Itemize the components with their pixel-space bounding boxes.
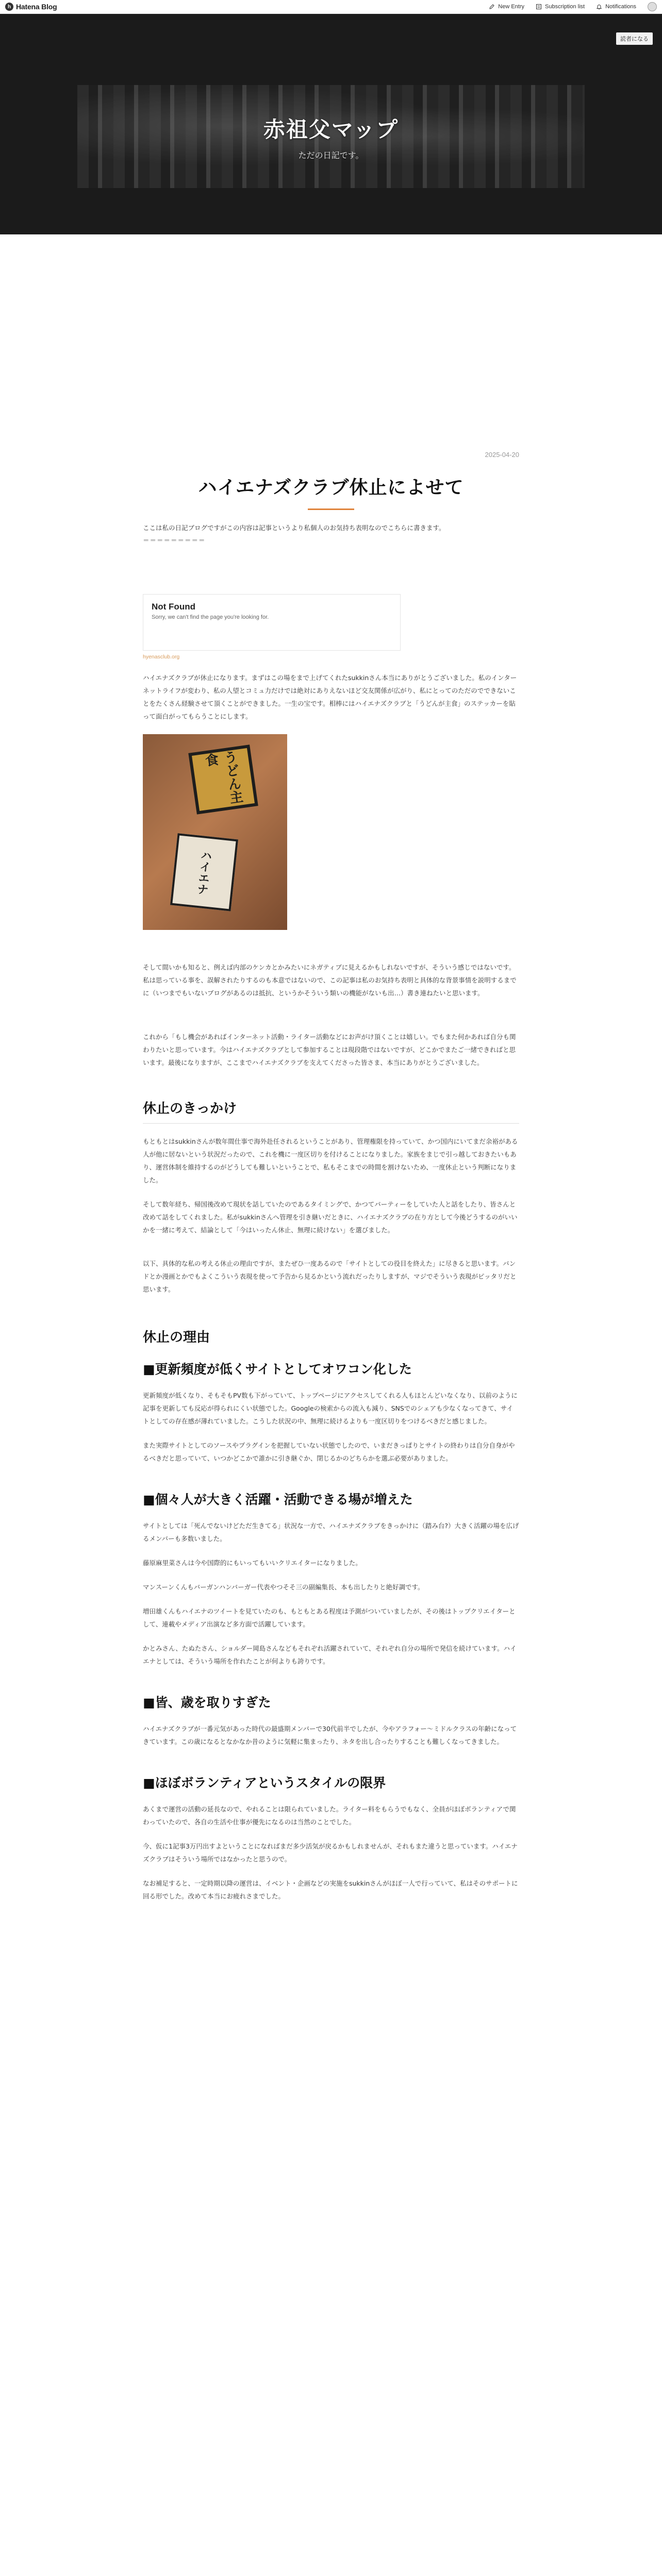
subscription-label: Subscription list	[545, 4, 585, 10]
embed-message: Sorry, we can't find the page you're looking for.	[152, 614, 269, 620]
section-heading-trigger: 休止のきっかけ	[143, 1098, 519, 1124]
rule-text: ＝＝＝＝＝＝＝＝＝	[143, 536, 206, 544]
paragraph-6: 以下、具体的な私の考える休止の理由ですが、またぜひ一度あるので「サイトとしての役目を終えた」に尽きると思います。バンドとか漫画とかでもよくこういう表現を使って予告から見るかという流れだったりしますが、マジでそういう表現がピッタリだと思います。	[143, 1260, 517, 1293]
paragraph-2: そして間いかも知ると、例えば内部のケンカとかみたいにネガティブに見えるかもしれないですが、そういう感じではないです。私は思っている事を、誤解されたりするのも本意ではないので、この記事は私のお気持ち表明と具体的な背景事情を説明するまでに（いつまでもいないブログがあるのは抵抗、というかそういう類いの機能がないも出…）書き連ねたいと思います。	[143, 963, 517, 997]
subscribe-reader-button[interactable]: 読者になる	[616, 32, 653, 45]
new-entry-label: New Entry	[498, 4, 525, 10]
subscription-link[interactable]	[536, 4, 585, 10]
entry-title[interactable]: ハイエナズクラブ休止によせて	[198, 477, 464, 498]
paragraph-8: また実際サイトとしてのソースやプラグインを把握していない状態でしたので、いまだきっぱりとサイトの終わりは自分自身がやるべきだと思っていて、いつかどこかで誰かに引き継ぐか、閉じるかのどちらかを選ぶ必要がありました。	[143, 1442, 515, 1462]
article	[143, 234, 519, 1903]
title-underline	[308, 509, 354, 510]
paragraph-5: そして数年経ち、帰国後改めて現状を話していたのであるタイミングで、かつてパーティーをしていた人と話をしたり、皆さんと改めて話をしてくれました。私がsukkinさんへ管理を引き継いだときに、ハイエナズクラブの在り方として今後どうするのがいいかを一緒に考えて、結論として「今はいったん休止、無理に続けない」を選びました。	[143, 1200, 518, 1234]
embed-link[interactable]: hyenasclub.org	[143, 654, 180, 660]
hatena-logo-icon: h	[5, 3, 13, 11]
bell-icon	[596, 4, 602, 10]
sticker-hyena-text: ハイエナ	[194, 849, 213, 896]
hatena-topbar	[0, 0, 662, 14]
paragraph-17: なお補足すると、一定時期以降の運営は、イベント・企画などの実施をsukkinさんがほぼ一人で行っていて、私はそのサポートに回る形でした。改めて本当にお疲れさまでした。	[143, 1879, 518, 1900]
paragraph-15: あくまで運営の活動の延長なので、やれることは限られていました。ライター料をもらうでもなく、全員がほぼボランティアで関わっていたので、各自の生活や仕事が優先になるのは当然のことでした。	[143, 1805, 516, 1826]
paragraph-13: かとみさん、たぬたさん、ショルダー岡島さんなどもそれぞれ活躍されていて、それぞれ自分の場所で発信を続けています。ハイエナとしては、そういう場所を作れたことが何よりも誇りです。	[143, 1645, 517, 1665]
header-image	[77, 85, 585, 188]
paragraph-11: マンスーンくんもバーガンハンバーガー代表やつそそ三の副編集長、本も出したりと絶好調です。	[143, 1583, 424, 1591]
paragraph-3: これから「もし機会があればインターネット活動・ライター活動などにお声がけ頂くことは嬉しい。でもまた何かあれば自分も関わりたいと思っています。今はハイエナズクラブとして参加することは現段階ではないですが、どこかでまたご一緒できればと思います。最後になりますが、ここまでハイエナズクラブを支えてくださった皆さま、本当にありがとうございました。	[143, 1033, 516, 1066]
topnav	[489, 2, 657, 11]
paragraph-1: ハイエナズクラブが休止になります。まずはこの場をまで上げてくれたsukkinさん本当にありがとうございました。私のインターネットライフが変わり、私の人望とコミュ力だけでは絶対にありえないほど交友関係が広がり、私にとってのただのでできないことをたくさん経験させて頂くことができました。一生の宝です。相棒にはハイエナズクラブと「うどんが主食」のステッカーを貼って面白がってもらうことにします。	[143, 674, 517, 720]
sticker-udon	[188, 744, 258, 815]
paragraph-9: サイトとしては「死んでないけどただ生きてる」状況な一方で、ハイエナズクラブをきっかけに（踏み台?）大きく活躍の場を広げるメンバーも多数いました。	[143, 1522, 519, 1543]
subheading-individual-activity: ■個々人が大きく活躍・活動できる場が増えた	[143, 1492, 413, 1507]
notifications-label: Notifications	[605, 4, 636, 10]
list-icon	[536, 4, 542, 10]
paragraph-16: 今、仮に1記事3万円出すよということになればまだ多少活気が戻るかもしれませんが、それもまた違うと思っています。ハイエナズクラブはそういう場所ではなかったと思うので。	[143, 1842, 518, 1863]
blog-title[interactable]: 赤祖父マップ	[263, 116, 399, 142]
notifications-link[interactable]	[596, 4, 636, 10]
paragraph-7: 更新頻度が低くなり、そもそもPV数も下がっていて、トップページにアクセスしてくれる人もほとんどいなくなり、以前のように記事を更新しても反応が得られにくい状態でした。Googleの検索からの流入も減り、SNSでのシェアも少なくなってきて、サイトとしての存在感が薄れていました。こうした状況の中、無理に続けるよりも一度区切りをつけるべきだと感じました。	[143, 1392, 518, 1425]
paragraph-12: 増田雄くんもハイエナのツイートを見ていたのも、もともとある程度は予測がついていましたが、その後はトップクリエイターとして、連載やメディア出演など多方面で活躍しています。	[143, 1607, 516, 1628]
hatena-brand-text: Hatena Blog	[16, 3, 57, 11]
entry-date[interactable]: 2025-04-20	[485, 451, 519, 459]
new-entry-link[interactable]	[489, 4, 524, 10]
blog-header	[0, 14, 662, 234]
subheading-volunteer-limit: ■ほぼボランティアというスタイルの限界	[143, 1775, 386, 1790]
embed-title: Not Found	[152, 602, 195, 612]
blog-description: ただの日記です。	[298, 150, 364, 160]
section-heading-reasons: 休止の理由	[143, 1330, 210, 1345]
sticker-udon-text: うどん主食	[202, 749, 244, 805]
paragraph-10: 藤原麻里菜さんは今や国際的にもいってもいいクリエイターになりました。	[143, 1559, 362, 1567]
paragraph-4: もともとはsukkinさんが数年間仕事で海外赴任されるということがあり、管理権限を持っていて、かつ国内にいてまだ余裕がある人が他に居ないという状況だったので、これを機に一度区切りを付けることになりました。家族をまじで引っ越しておきたいもあり、運営体制を維持するのがどうしても難しいということで、私もそこまでの時間を割けないため、一度休止という判断になりました。	[143, 1138, 518, 1184]
sticker-photo	[143, 734, 287, 930]
subheading-aging: ■皆、歳を取りすぎた	[143, 1695, 271, 1710]
pencil-icon	[489, 4, 495, 10]
sticker-hyena	[170, 833, 238, 911]
user-avatar[interactable]	[648, 2, 657, 11]
paragraph-14: ハイエナズクラブが一番元気があった時代の最盛期メンバーで30代前半でしたが、今やアラフォー〜ミドルクラスの年齢になってきています。この歳になるとなかなか昔のように気軽に集まったり、ネタを出し合ったりすることも難しくなってきました。	[143, 1725, 517, 1745]
hatena-brand[interactable]	[5, 3, 57, 11]
intro-paragraph: ここは私の日記ブログですがこの内容は記事というより私個人のお気持ち表明なのでこちらに書きます。	[143, 524, 445, 532]
subheading-update-frequency: ■更新頻度が低くサイトとしてオワコン化した	[143, 1362, 412, 1377]
header-title-block	[77, 85, 585, 188]
embed-card[interactable]	[143, 594, 401, 651]
